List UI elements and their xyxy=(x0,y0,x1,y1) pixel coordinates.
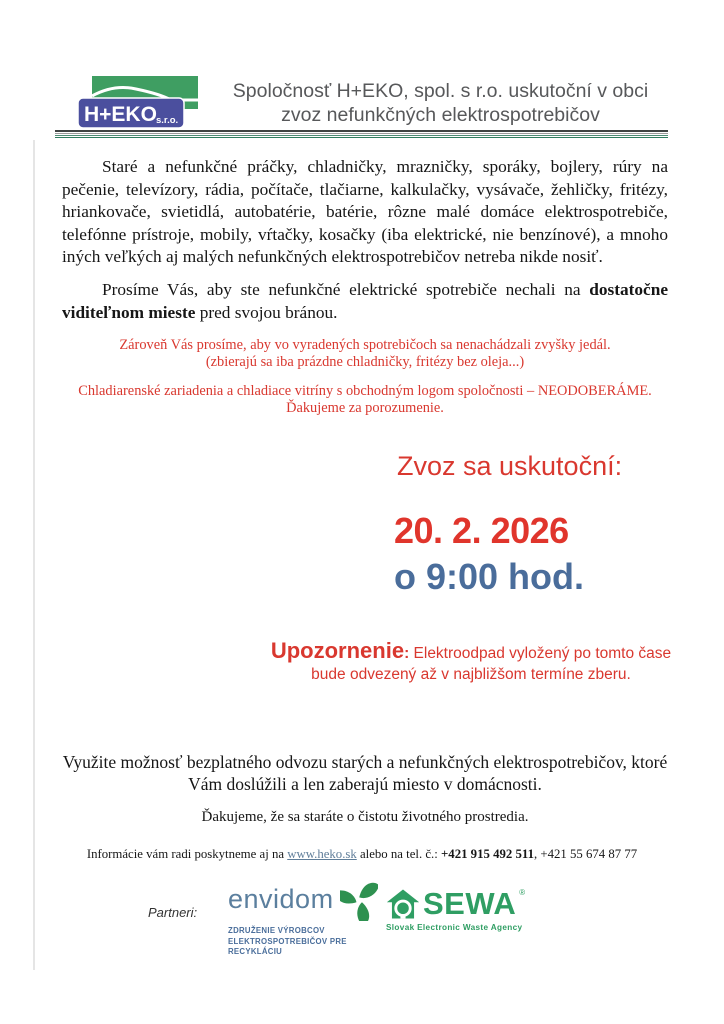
page-title-line2: zvoz nefunkčných elektrospotrebičov xyxy=(281,103,600,126)
warning-block xyxy=(266,640,676,685)
warning-separator: : xyxy=(404,645,414,662)
closing-line2: Vám doslúžili a len zaberajú miesto v domácnosti. xyxy=(188,773,542,794)
page-title xyxy=(213,80,668,127)
warning-text-line2: bude odvezený až v najbližšom termíne zberu. xyxy=(311,666,631,683)
envidom-logo xyxy=(228,877,378,958)
no-collect-note xyxy=(62,383,668,416)
request-text-post: pred svojou bránou. xyxy=(195,302,338,322)
envidom-name: envidom xyxy=(228,883,334,914)
closing-paragraph xyxy=(62,752,668,795)
sewa-house-icon xyxy=(386,888,420,920)
no-collect-note-line2: Ďakujeme za porozumenie. xyxy=(286,399,444,416)
heko-logo xyxy=(76,74,204,135)
sewa-caption: Slovak Electronic Waste Agency xyxy=(386,923,523,932)
contact-phone-primary: +421 915 492 511 xyxy=(441,847,534,861)
food-residue-note-line1: Zároveň Vás prosíme, aby vo vyradených spotrebičoch sa nenachádzali zvyšky jedál. xyxy=(119,337,611,353)
intro-paragraph xyxy=(62,156,668,269)
intro-paragraph-text: Staré a nefunkčné práčky, chladničky, mrazničky, sporáky, bojlery, rúry na pečenie, televízory, rádia, počítače, tlačiarne, kalkulačky, vysávače, žehličky, fritézy, hriankovače, svietidlá, autobatérie, batérie, rôzne malé domáce elektrospotrebiče, telefónne prístroje, mobily, vŕtačky, kosačky (iba elektrické, nie benzínové), a mnoho iných veľkých aj malých nefunkčných elektrospotrebičov netreba nikde nosiť. xyxy=(62,157,668,266)
envidom-caption-line1: ZDRUŽENIE VÝROBCOV xyxy=(228,926,325,935)
event-time: o 9:00 hod. xyxy=(394,556,585,597)
sewa-logo xyxy=(386,886,536,932)
partners-label: Partneri: xyxy=(148,905,198,920)
event-heading: Zvoz sa uskutoční: xyxy=(397,451,623,481)
heko-logo-graphic xyxy=(76,74,204,130)
envidom-logo-row xyxy=(228,877,378,921)
header-divider xyxy=(55,130,668,139)
logo-text: H+EKO xyxy=(84,103,157,126)
contact-info xyxy=(55,847,669,862)
heko-website-link[interactable]: www.heko.sk xyxy=(287,847,357,861)
envidom-caption-line2: ELEKTROSPOTREBIČOV PRE RECYKLÁCIU xyxy=(228,936,347,956)
warning-line1 xyxy=(266,640,676,664)
food-residue-note xyxy=(62,337,668,370)
page-title-line1: Spoločnosť H+EKO, spol. s r.o. uskutoční v obci xyxy=(232,80,649,102)
food-residue-note-line2: (zbierajú sa iba prázdne chladničky, fritézy bez oleja...) xyxy=(205,353,525,370)
contact-text-pre: Informácie vám radi poskytneme aj na xyxy=(86,847,288,861)
sewa-logo-row xyxy=(386,886,536,922)
logo-suffix: s.r.o. xyxy=(156,115,179,126)
recycling-leaves-icon xyxy=(340,877,378,921)
warning-label: Upozornenie xyxy=(270,638,405,663)
thanks-line: Ďakujeme, že sa staráte o čistotu životného prostredia. xyxy=(201,809,529,825)
request-text-pre: Prosíme Vás, aby ste nefunkčné elektrické spotrebiče nechali na xyxy=(102,280,590,299)
request-paragraph xyxy=(62,279,668,324)
envidom-caption xyxy=(228,926,378,958)
no-collect-note-line1: Chladiarenské zariadenia a chladiace vitríny s obchodným logom spoločnosti – NEODOBERÁME. xyxy=(78,383,652,399)
warning-text-line1: Elektroodpad vyložený po tomto čase xyxy=(413,645,672,662)
sewa-reg-mark: ® xyxy=(519,888,526,897)
contact-phone-secondary: , +421 55 674 87 77 xyxy=(533,847,638,861)
contact-text-mid: alebo na tel. č.: xyxy=(356,847,441,861)
sewa-name: SEWA xyxy=(423,886,517,921)
scan-artifact-line xyxy=(33,140,35,970)
event-date: 20. 2. 2026 xyxy=(394,510,569,551)
closing-line1: Využite možnosť bezplatného odvozu starých a nefunkčných elektrospotrebičov, ktoré xyxy=(62,752,668,772)
request-text-bold: dostatočne viditeľnom mieste xyxy=(62,280,668,322)
